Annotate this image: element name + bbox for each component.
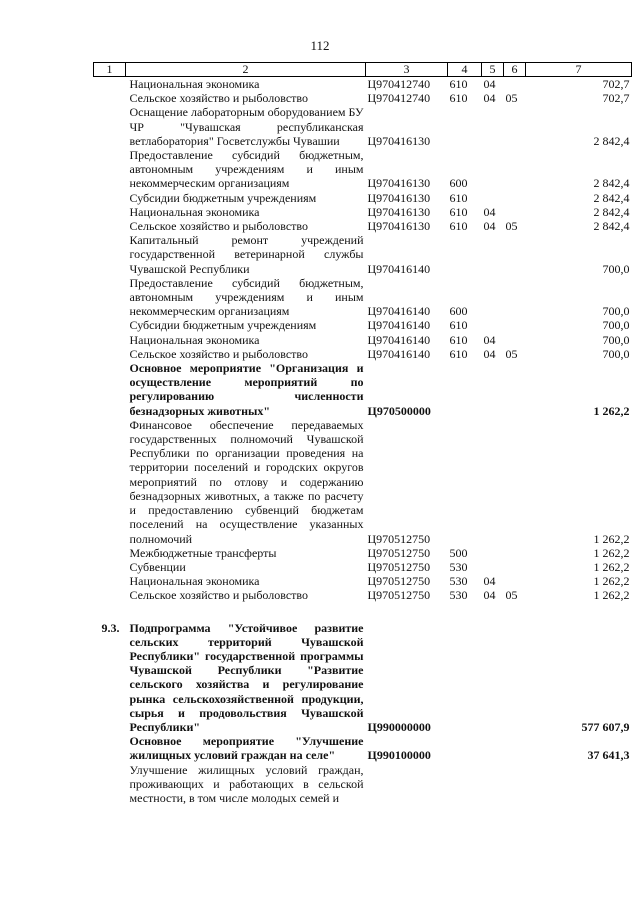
row-section-code: 04 (483, 332, 496, 347)
budget-table (93, 62, 632, 805)
table-row (94, 191, 632, 205)
row-expense-type (448, 621, 482, 735)
row-target-code: Ц990100000 (367, 748, 431, 763)
row-expense-type (448, 105, 482, 148)
row-expense-type: 530 (449, 559, 468, 574)
row-section-code (482, 621, 504, 735)
row-section-code: 04 (483, 91, 496, 106)
row-expense-type: 610 (449, 332, 468, 347)
row-description: Улучшение жилищных условий граждан, проживающих и работающих в сельской местности, в том числе молодых семей и (129, 762, 364, 805)
row-section-number (94, 574, 126, 588)
row-section-number (94, 77, 126, 92)
row-amount: 1 262,2 (593, 531, 630, 546)
row-section-number (94, 588, 126, 602)
row-description: Межбюджетные трансферты (129, 545, 277, 560)
row-subsection-code (504, 574, 526, 588)
row-section-number (94, 233, 126, 276)
row-target-code: Ц970512750 (367, 545, 431, 560)
row-section-code: 04 (483, 204, 496, 219)
row-target-code: Ц970416140 (367, 261, 431, 276)
row-expense-type (448, 361, 482, 418)
row-subsection-code: 05 (505, 588, 518, 603)
row-description: Предоставление субсидий бюджетным, автономным учреждениям и иным некоммерческим организациям (129, 275, 364, 319)
row-section-code (482, 763, 504, 806)
table-row (94, 233, 632, 276)
row-target-code: Ц970416130 (367, 219, 431, 234)
row-subsection-code (504, 233, 526, 276)
row-amount: 1 262,2 (593, 403, 630, 418)
row-section-code (482, 318, 504, 332)
row-subsection-code (504, 361, 526, 418)
row-section-code (482, 191, 504, 205)
row-subsection-code (504, 734, 526, 762)
row-expense-type: 600 (449, 176, 468, 191)
table-row (94, 734, 632, 762)
row-subsection-code (504, 333, 526, 347)
row-description: Сельское хозяйство и рыболовство (129, 588, 309, 603)
row-section-number (94, 546, 126, 560)
spacer-cell (94, 603, 632, 621)
table-row (94, 276, 632, 319)
row-subsection-code (504, 105, 526, 148)
row-section-code (482, 148, 504, 191)
row-amount: 1 262,2 (593, 559, 630, 574)
row-section-number (94, 205, 126, 219)
row-amount: 702,7 (602, 91, 630, 106)
table-row (94, 560, 632, 574)
row-section-number (94, 91, 126, 105)
row-expense-type: 610 (449, 77, 468, 91)
row-amount: 1 262,2 (593, 545, 630, 560)
row-amount: 1 262,2 (593, 588, 630, 603)
row-section-code (482, 546, 504, 560)
row-description: Сельское хозяйство и рыболовство (129, 91, 309, 106)
row-subsection-code: 05 (505, 346, 518, 361)
row-subsection-code (504, 621, 526, 735)
row-section-code (482, 734, 504, 762)
row-amount: 2 842,4 (593, 219, 630, 234)
row-subsection-code: 05 (505, 219, 518, 234)
table-row (94, 546, 632, 560)
row-expense-type: 610 (449, 204, 468, 219)
table-row (94, 361, 632, 418)
row-description: Предоставление субсидий бюджетным, автономным учреждениям и иным некоммерческим организациям (129, 148, 364, 191)
row-expense-type (448, 763, 482, 806)
row-target-code: Ц970416130 (367, 190, 431, 205)
row-description: Субсидии бюджетным учреждениям (129, 318, 317, 333)
row-expense-type: 610 (449, 91, 468, 106)
row-expense-type (448, 233, 482, 276)
row-target-code: Ц970512750 (367, 531, 431, 546)
row-description: Основное мероприятие "Организация и осуществление мероприятий по регулированию численности безнадзорных животных" (129, 361, 364, 418)
row-subsection-code (504, 148, 526, 191)
row-target-code: Ц970416140 (367, 332, 431, 347)
row-target-code: Ц990000000 (367, 719, 431, 734)
table-row (94, 333, 632, 347)
row-section-number (94, 318, 126, 332)
row-target-code: Ц970416130 (367, 204, 431, 219)
row-subsection-code (504, 205, 526, 219)
row-target-code: Ц970416130 (367, 176, 431, 191)
table-row (94, 91, 632, 105)
table-row (94, 105, 632, 148)
header-col-6: 6 (504, 63, 526, 77)
row-target-code: Ц970416140 (367, 346, 431, 361)
row-subsection-code (504, 191, 526, 205)
row-description: Национальная экономика (129, 204, 260, 219)
row-description: Подпрограмма "Устойчивое развитие сельских территорий Чувашской Республики" государственной программы Чувашской Республики "Развитие сельского хозяйства и регулирование рынка сельскохозяйственной продукции, сырья и продовольствия Чувашской Республики" (129, 620, 364, 734)
row-section-number (94, 105, 126, 148)
row-section-code: 04 (483, 77, 496, 91)
row-expense-type: 610 (449, 190, 468, 205)
row-description: Оснащение лабораторным оборудованием БУ ЧР "Чувашская республиканская ветлаборатория" Госветслужбы Чувашии (129, 105, 364, 148)
budget-table-container (93, 62, 631, 805)
page-number: 112 (310, 38, 330, 53)
row-section-number (94, 361, 126, 418)
row-amount: 2 842,4 (593, 176, 630, 191)
row-section-number (94, 191, 126, 205)
row-expense-type: 610 (449, 346, 468, 361)
row-section-code: 04 (483, 219, 496, 234)
row-description: Капитальный ремонт учреждений государственной ветеринарной службы Чувашской Республики (129, 233, 364, 276)
row-section-code (482, 233, 504, 276)
row-section-code (482, 105, 504, 148)
row-section-number (94, 333, 126, 347)
row-section-number (94, 560, 126, 574)
table-row (94, 318, 632, 332)
row-section-code (482, 560, 504, 574)
row-subsection-code (504, 77, 526, 92)
row-expense-type: 530 (449, 588, 468, 603)
row-amount: 700,0 (602, 346, 630, 361)
row-expense-type: 600 (449, 304, 468, 319)
row-amount: 577 607,9 (581, 719, 630, 734)
row-amount: 700,0 (602, 318, 630, 333)
row-subsection-code (504, 418, 526, 546)
row-description: Субвенции (129, 559, 186, 574)
row-target-code (366, 763, 448, 806)
row-expense-type: 610 (449, 318, 468, 333)
row-amount: 700,0 (602, 261, 630, 276)
row-section-number (94, 734, 126, 762)
row-amount: 702,7 (602, 77, 630, 91)
row-expense-type: 530 (449, 574, 468, 589)
row-section-number (94, 148, 126, 191)
row-expense-type (448, 418, 482, 546)
row-subsection-code: 05 (505, 91, 518, 106)
row-section-code (482, 418, 504, 546)
row-subsection-code (504, 560, 526, 574)
row-amount: 700,0 (602, 332, 630, 347)
row-target-code: Ц970512750 (367, 588, 431, 603)
row-amount: 700,0 (602, 304, 630, 319)
row-expense-type: 500 (449, 545, 468, 560)
row-target-code: Ц970412740 (367, 77, 431, 91)
row-subsection-code (504, 318, 526, 332)
table-body (94, 77, 632, 806)
row-target-code: Ц970416140 (367, 304, 431, 319)
row-section-number: 9.3. (101, 620, 120, 635)
row-subsection-code (504, 276, 526, 319)
row-expense-type: 610 (449, 219, 468, 234)
spacer-row (94, 603, 632, 621)
row-section-number (94, 347, 126, 361)
row-amount: 37 641,3 (587, 748, 630, 763)
row-section-number (94, 763, 126, 806)
table-row (94, 763, 632, 806)
row-amount: 2 842,4 (593, 204, 630, 219)
row-section-code: 04 (483, 574, 496, 589)
row-target-code: Ц970500000 (367, 403, 431, 418)
table-row (94, 77, 632, 92)
row-amount: 1 262,2 (593, 574, 630, 589)
row-target-code: Ц970512750 (367, 559, 431, 574)
table-row (94, 621, 632, 735)
row-description: Национальная экономика (129, 77, 260, 91)
table-row (94, 148, 632, 191)
row-target-code: Ц970416130 (367, 133, 431, 148)
row-section-code: 04 (483, 588, 496, 603)
row-description: Основное мероприятие "Улучшение жилищных условий граждан на селе" (129, 734, 364, 763)
row-subsection-code (504, 546, 526, 560)
row-section-number (94, 276, 126, 319)
table-row (94, 418, 632, 546)
table-row (94, 205, 632, 219)
row-description: Национальная экономика (129, 332, 260, 347)
header-col-1: 1 (94, 63, 126, 77)
row-description: Сельское хозяйство и рыболовство (129, 346, 309, 361)
table-row (94, 588, 632, 602)
row-section-code (482, 361, 504, 418)
row-section-code (482, 276, 504, 319)
header-col-7: 7 (526, 63, 632, 77)
row-expense-type (448, 734, 482, 762)
table-header (94, 63, 632, 77)
header-col-5: 5 (482, 63, 504, 77)
row-description: Сельское хозяйство и рыболовство (129, 219, 309, 234)
row-subsection-code (504, 763, 526, 806)
header-col-2: 2 (126, 63, 366, 77)
header-col-3: 3 (366, 63, 448, 77)
row-section-number (94, 219, 126, 233)
table-row (94, 347, 632, 361)
table-row (94, 574, 632, 588)
row-amount (526, 763, 632, 806)
table-row (94, 219, 632, 233)
row-target-code: Ц970512750 (367, 574, 431, 589)
row-section-code: 04 (483, 346, 496, 361)
row-target-code: Ц970412740 (367, 91, 431, 106)
header-row (94, 63, 632, 77)
header-col-4: 4 (448, 63, 482, 77)
row-description: Финансовое обеспечение передаваемых государственных полномочий Чувашской Республики по организации проведения на территории поселений и городских округов мероприятий по отлову и содержанию безнадзорных животных, а также по расчету и предоставлению субвенций бюджетам поселений на осуществление указанных полномочий (129, 417, 364, 546)
row-description: Национальная экономика (129, 574, 260, 589)
row-amount: 2 842,4 (593, 133, 630, 148)
row-target-code: Ц970416140 (367, 318, 431, 333)
row-section-number (94, 418, 126, 546)
row-amount: 2 842,4 (593, 190, 630, 205)
row-description: Субсидии бюджетным учреждениям (129, 190, 317, 205)
